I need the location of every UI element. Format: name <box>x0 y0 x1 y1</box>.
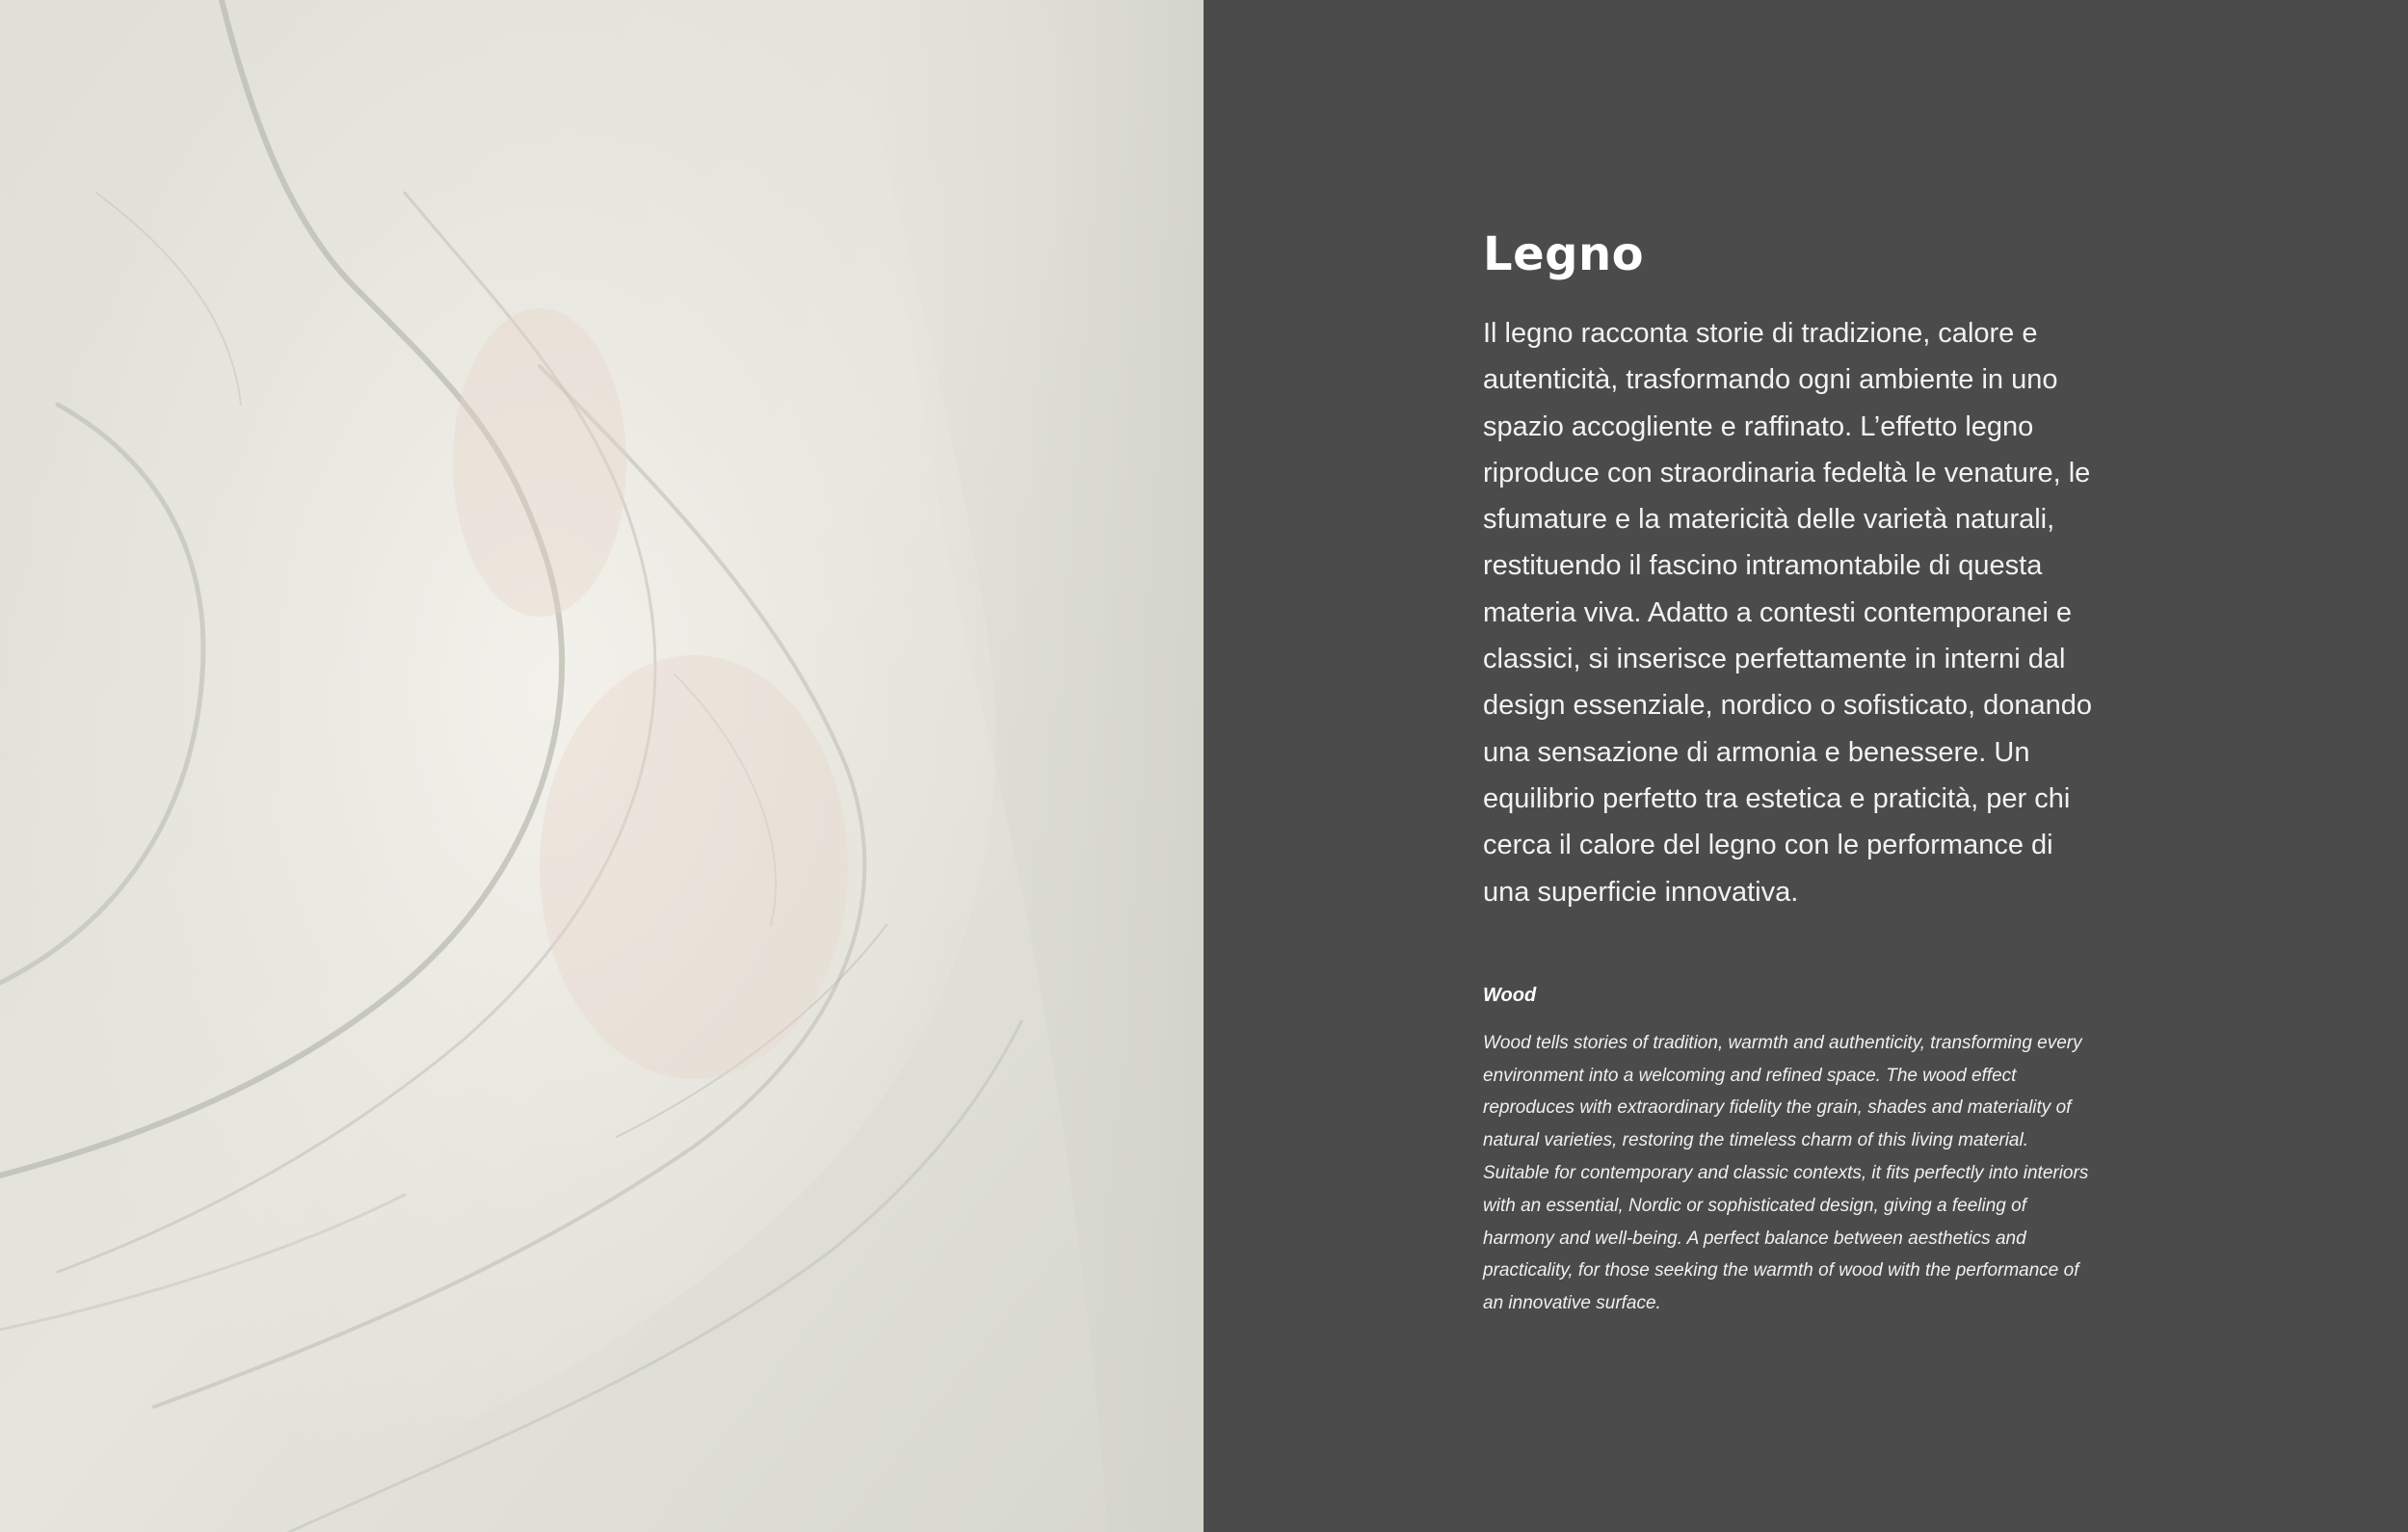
material-title: Legno <box>1483 227 1645 281</box>
italian-description: Il legno racconta storie di tradizione, calore e autenticità, trasformando ogni ambiente in uno spazio accogliente e raffinato. L’effetto legno riproduce con straordinaria fedeltà le venature, le sfumature e la matericità delle varietà naturali, restituendo il fascino intramontabile di questa materia viva. Adatto a contesti contemporanei e classici, si inserisce perfettamente in interni dal design essenziale, nordico o sofisticato, donando una sensazione di armonia e benessere. Un equilibrio perfetto tra estetica e praticità, per chi cerca il calore del legno con le performance di una superficie innovativa. <box>1483 318 2092 908</box>
english-description: Wood tells stories of tradition, warmth and authenticity, transforming every environment into a welcoming and refined space. The wood effect reproduces with extraordinary fidelity the grain, shades and materiality of natural varieties, restoring the timeless charm of this living material. Suitable for contemporary and classic contexts, it fits perfectly into interiors with an essential, Nordic or sophisticated design, giving a feeling of harmony and well-being. A perfect balance between aesthetics and practicality, for those seeking the warmth of wood with the performance of an innovative surface. <box>1483 1032 2089 1314</box>
english-subtitle: Wood <box>1483 984 1537 1006</box>
description-panel <box>1204 0 2408 1532</box>
text-column <box>1483 220 2148 1320</box>
